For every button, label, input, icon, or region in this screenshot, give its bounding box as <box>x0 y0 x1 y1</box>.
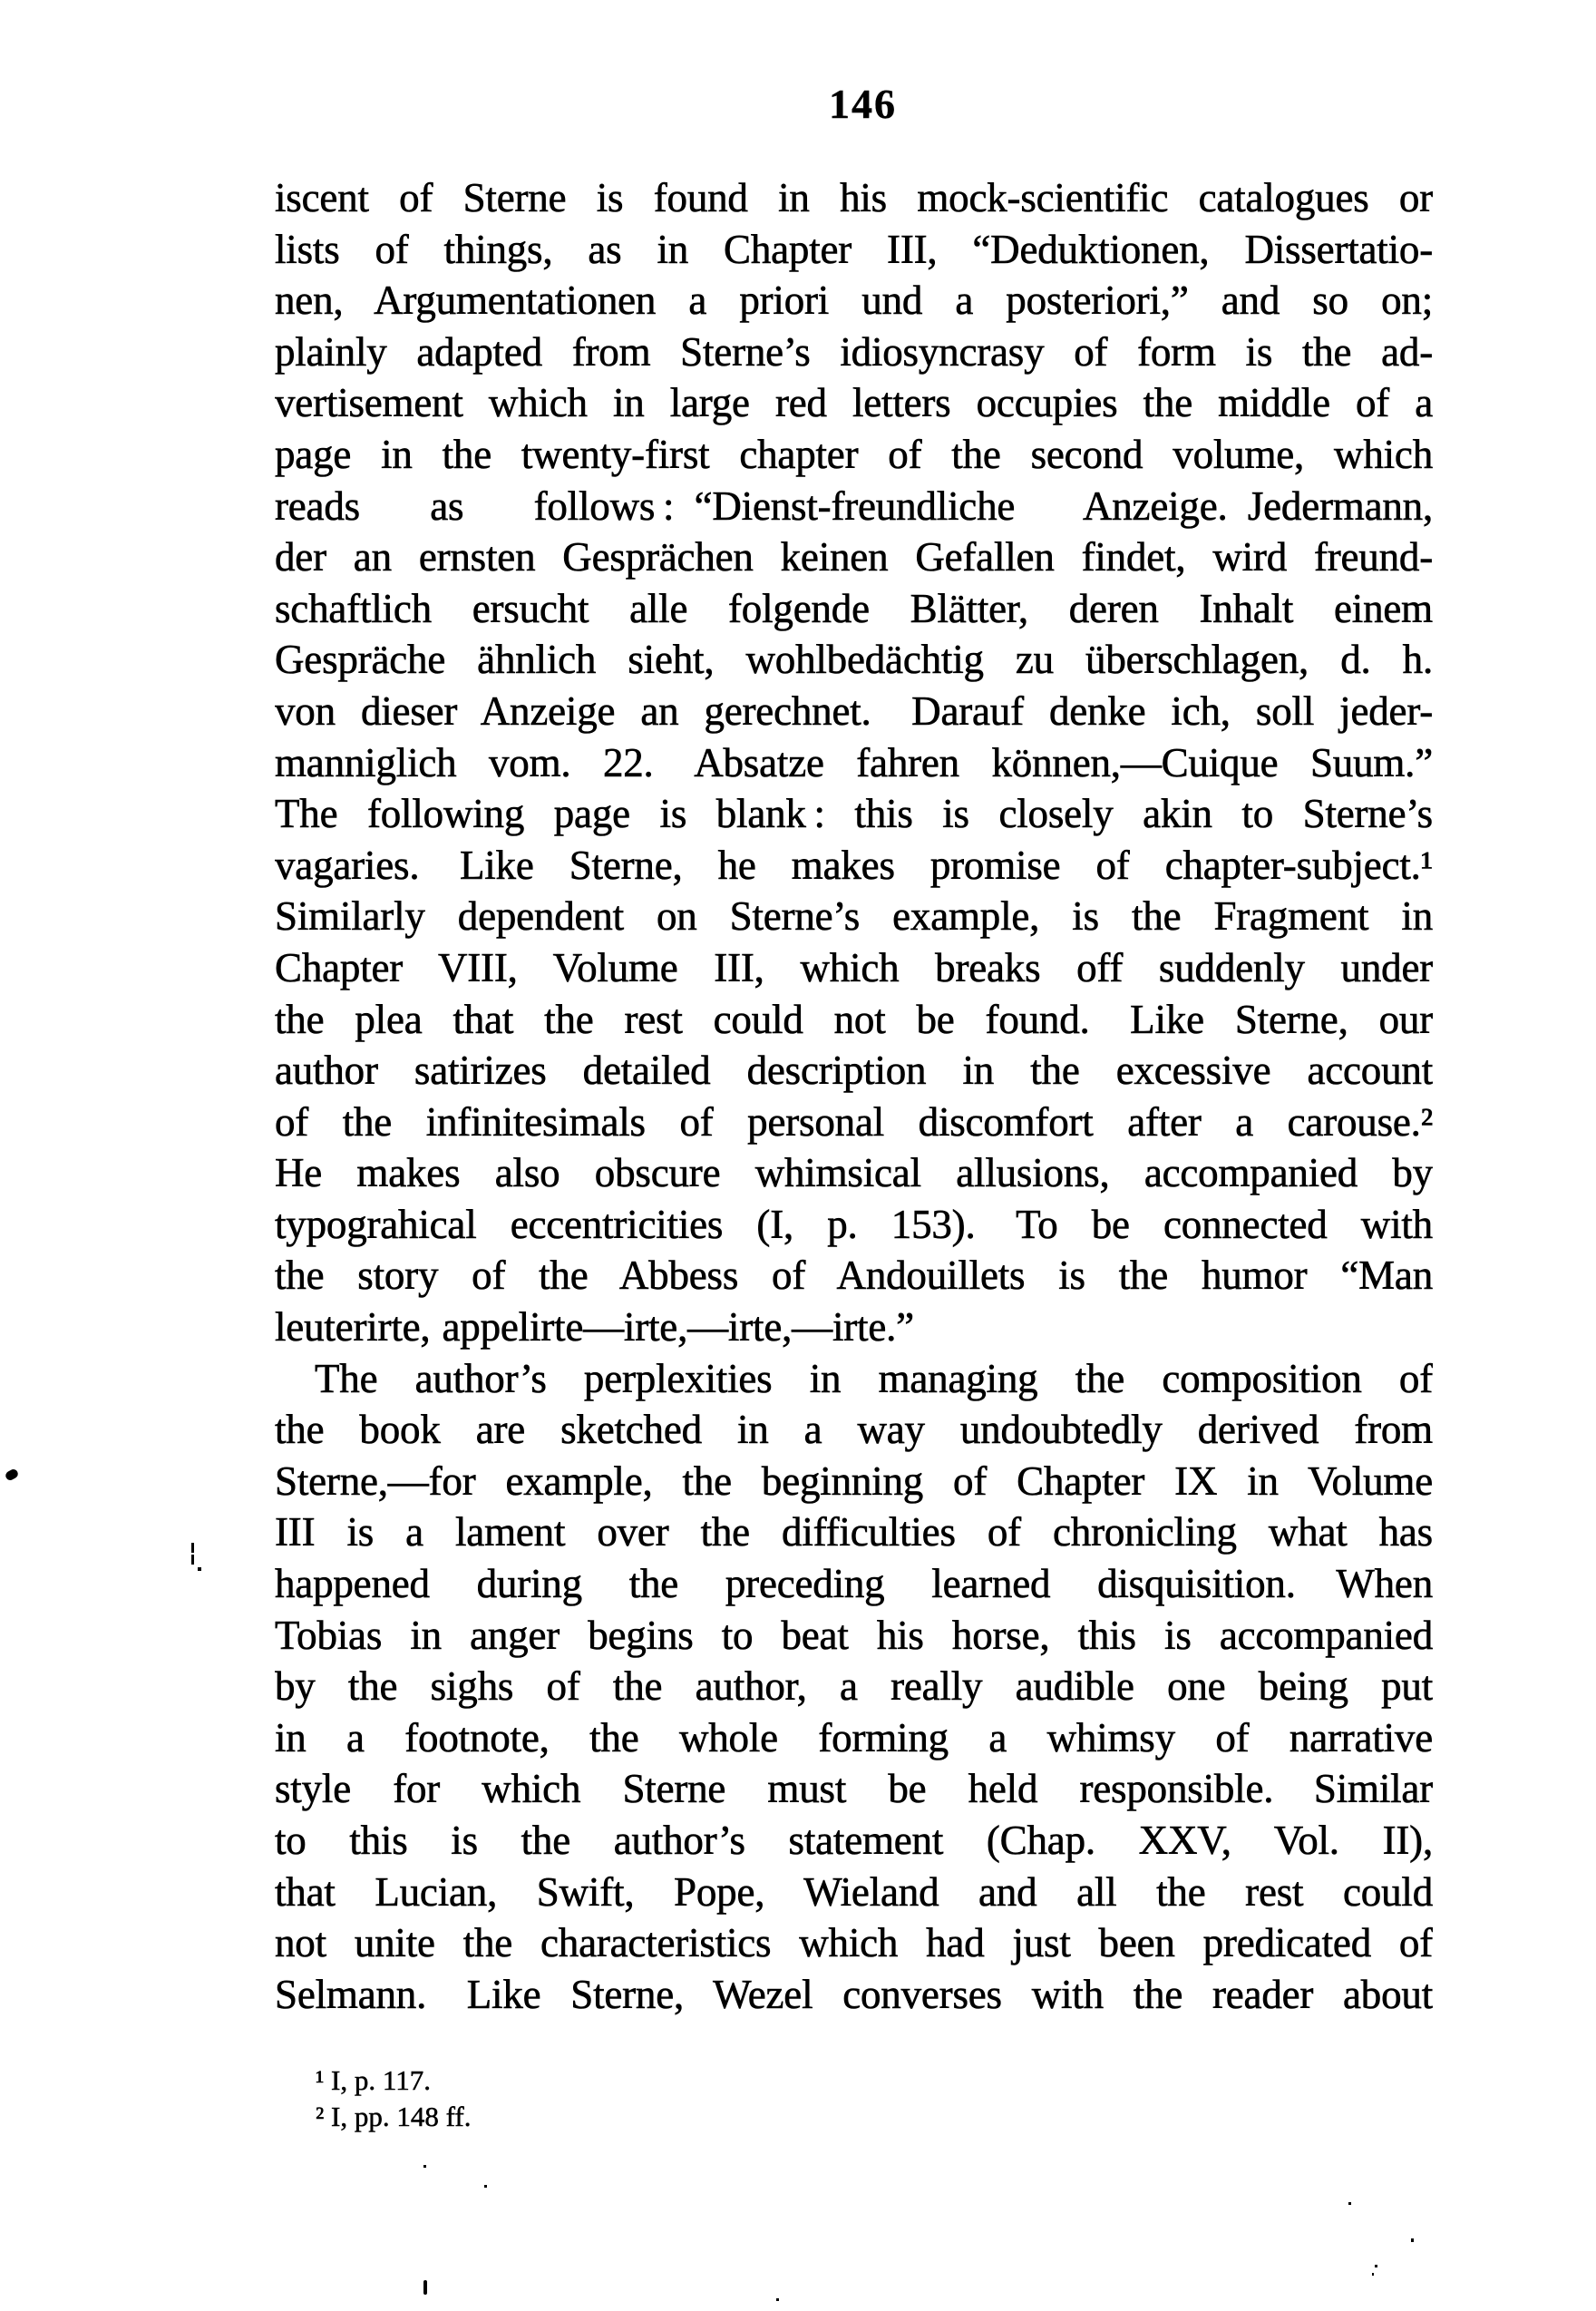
text-line: the story of the Abbess of Andouillets is the humor “Man <box>275 1253 1433 1299</box>
page-number: 146 <box>829 81 897 127</box>
footnote-line: ¹ I, p. 117. <box>316 2064 431 2096</box>
text-line: typograhical eccentricities (I, p. 153). To be connected with <box>275 1201 1433 1247</box>
text-line: page in the twenty-first chapter of the second volume, which <box>275 431 1433 477</box>
scan-artifact <box>1372 2273 1374 2276</box>
text-line: style for which Sterne must be held responsible. Similar <box>275 1766 1433 1812</box>
ink-blob-artifact <box>4 1468 19 1481</box>
text-line: vagaries. Like Sterne, he makes promise of chapter-subject.¹ <box>275 842 1433 888</box>
paragraph-1 <box>275 172 1433 1353</box>
scan-artifact <box>191 1555 194 1565</box>
text-line: to this is the author’s statement (Chap. XXV, Vol. II), <box>275 1818 1433 1863</box>
footnotes <box>316 2062 1132 2135</box>
text-line: not unite the characteristics which had just been predicated of <box>275 1920 1433 1966</box>
text-line: lists of things, as in Chapter III, “Deduktionen, Dissertatio- <box>275 226 1433 272</box>
text-line: iscent of Sterne is found in his mock-scientific catalogues or <box>275 175 1433 220</box>
text-line: author satirizes detailed description in the excessive account <box>275 1048 1433 1094</box>
text-line: Chapter VIII, Volume III, which breaks off suddenly under <box>275 944 1433 990</box>
text-line: von dieser Anzeige an gerechnet. Darauf denke ich, soll jeder- <box>275 687 1433 734</box>
scan-artifact <box>484 2185 487 2188</box>
text-line: leuterirte, appelirte—irte,—irte,—irte.” <box>275 1304 914 1351</box>
text-line: The following page is blank : this is closely akin to Sterne’s <box>275 791 1433 837</box>
text-line: The author’s perplexities in managing the composition of <box>315 1355 1433 1401</box>
text-line: He makes also obscure whimsical allusions, accompanied by <box>275 1150 1433 1196</box>
text-line: that Lucian, Swift, Pope, Wieland and all the rest could <box>275 1868 1433 1915</box>
scan-artifact <box>776 2298 779 2301</box>
body-text <box>275 172 1433 2020</box>
text-line: Tobias in anger begins to beat his horse, this is accompanied <box>275 1612 1433 1658</box>
text-line: Selmann. Like Sterne, Wezel converses with the reader about <box>275 1971 1433 2017</box>
text-line: Sterne,—for example, the beginning of Chapter IX in Volume <box>275 1458 1433 1504</box>
text-line: of the infinitesimals of personal discomfort after a carouse.² <box>275 1098 1433 1145</box>
text-line: in a footnote, the whole forming a whimsy of narrative <box>275 1714 1433 1760</box>
text-line: vertisement which in large red letters occupies the middle of a <box>275 380 1433 426</box>
text-line: plainly adapted from Sterne’s idiosyncrasy of form is the ad- <box>275 328 1433 375</box>
scan-artifact <box>198 1567 201 1571</box>
scan-artifact <box>1348 2202 1351 2205</box>
scan-artifact <box>423 2165 426 2168</box>
text-line: the book are sketched in a way undoubtedly derived from <box>275 1407 1433 1453</box>
scan-artifact <box>423 2280 427 2295</box>
text-line: manniglich vom. 22. Absatze fahren können,—Cuique Suum.” <box>275 739 1433 785</box>
text-line: by the sighs of the author, a really audible one being put <box>275 1663 1433 1710</box>
scan-artifact <box>191 1543 194 1553</box>
scan-artifact <box>1375 2265 1377 2267</box>
text-line: Similarly dependent on Sterne’s example, is the Fragment in <box>275 893 1433 940</box>
scan-artifact <box>1411 2238 1414 2242</box>
text-line: happened during the preceding learned disquisition. When <box>275 1561 1433 1607</box>
text-line: the plea that the rest could not be found. Like Sterne, our <box>275 996 1433 1042</box>
text-line: Gespräche ähnlich sieht, wohlbedächtig zu überschlagen, d. h. <box>275 637 1433 683</box>
text-line: reads as follows : “Dienst-freundliche Anzeige. Jedermann, <box>275 483 1433 529</box>
text-line: der an ernsten Gesprächen keinen Gefallen findet, wird freund- <box>275 534 1433 580</box>
footnote-line: ² I, pp. 148 ff. <box>316 2101 472 2132</box>
text-line: nen, Argumentationen a priori und a posteriori,” and so on; <box>275 278 1433 324</box>
paragraph-2 <box>275 1353 1433 2021</box>
text-line: III is a lament over the difficulties of chronicling what has <box>275 1509 1433 1555</box>
text-line: schaftlich ersucht alle folgende Blätter, deren Inhalt einem <box>275 585 1433 631</box>
